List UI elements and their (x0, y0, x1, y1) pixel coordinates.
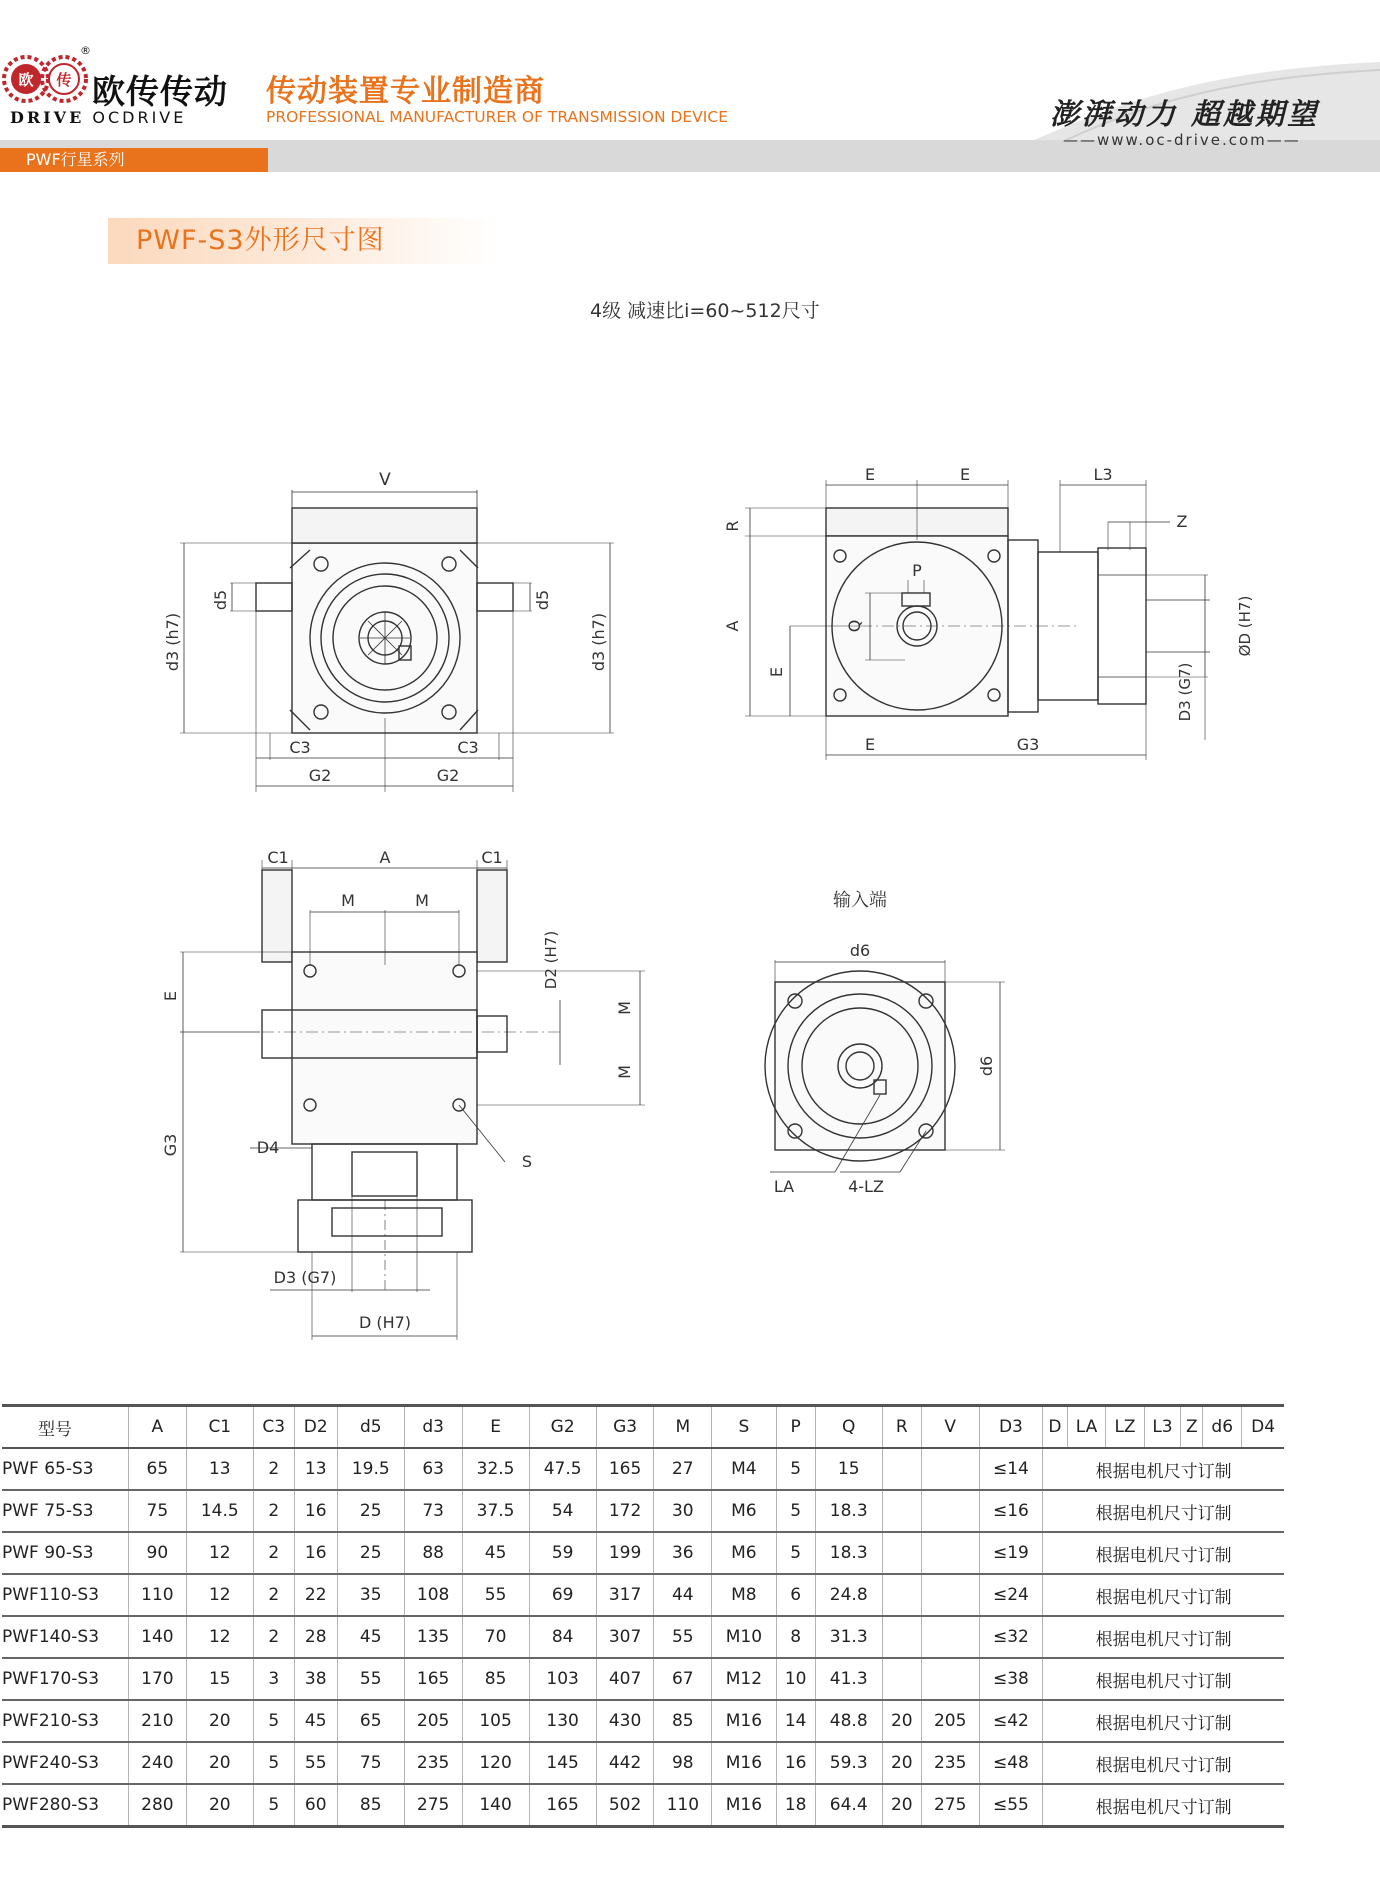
table-cell-model: PWF170-S3 (2, 1669, 100, 1689)
table-cell-r: 20 (882, 1784, 921, 1827)
front-view-drawing (163, 470, 614, 792)
col-header: L3 (1144, 1406, 1181, 1449)
table-cell-a: 110 (129, 1574, 187, 1616)
table-cell-e: 32.5 (462, 1448, 529, 1490)
section-subtitle: 4级 减速比i=60~512尺寸 (590, 300, 820, 322)
table-cell-d2: 28 (294, 1616, 337, 1658)
table-cell-c1: 20 (186, 1742, 253, 1784)
col-header: G3 (596, 1406, 654, 1449)
table-cell-v: 275 (921, 1784, 979, 1827)
brand-name-cn: 欧传传动 (92, 72, 228, 111)
table-cell-a: 140 (129, 1616, 187, 1658)
table-cell-c3: 2 (253, 1448, 294, 1490)
table-cell-g2: 130 (529, 1700, 596, 1742)
table-cell-d2: 13 (294, 1448, 337, 1490)
table-cell-p: 18 (776, 1784, 815, 1827)
table-cell-r: 20 (882, 1742, 921, 1784)
side-view-drawing (723, 465, 1254, 760)
label-d6-horizontal: d6 (849, 941, 871, 960)
table-cell-a: 240 (129, 1742, 187, 1784)
col-header: S (712, 1406, 776, 1449)
table-cell-a: 90 (129, 1532, 187, 1574)
website-url[interactable]: ——www.oc-drive.com—— (1063, 131, 1301, 149)
table-cell-g3: 407 (596, 1658, 654, 1700)
col-header: V (921, 1406, 979, 1449)
table-cell-model: PWF240-S3 (2, 1753, 100, 1773)
table-cell-p: 6 (776, 1574, 815, 1616)
table-cell-c1: 20 (186, 1700, 253, 1742)
col-header: C3 (253, 1406, 294, 1449)
table-cell-g3: 442 (596, 1742, 654, 1784)
table-cell-p: 16 (776, 1742, 815, 1784)
label-DH7-top-view: D (H7) (358, 1313, 412, 1332)
table-cell-e: 45 (462, 1532, 529, 1574)
label-G3-top-view: G3 (161, 1133, 180, 1157)
tagline-cn: 传动装置专业制造商 (266, 74, 545, 109)
table-cell-d3: ≤19 (979, 1532, 1043, 1574)
table-cell-g2: 103 (529, 1658, 596, 1700)
col-header: d3 (404, 1406, 462, 1449)
table-cell-d3: ≤16 (979, 1490, 1043, 1532)
table-cell-c3: 2 (253, 1532, 294, 1574)
tagline-en: PROFESSIONAL MANUFACTURER OF TRANSMISSION DEVICE (266, 108, 728, 126)
col-header: M (654, 1406, 712, 1449)
brand-en-drive: DRIVE (10, 108, 85, 127)
table-cell-d3: 135 (404, 1616, 462, 1658)
label-D4: D4 (256, 1138, 280, 1157)
table-cell-p: 8 (776, 1616, 815, 1658)
table-cell-p: 5 (776, 1490, 815, 1532)
table-cell-custom-note: 根据电机尺寸订制 (1043, 1448, 1284, 1490)
table-cell-custom-note: 根据电机尺寸订制 (1043, 1616, 1284, 1658)
table-cell-s: M10 (712, 1616, 776, 1658)
label-DH7-side: ØD (H7) (1236, 595, 1254, 657)
col-header: D4 (1242, 1406, 1284, 1449)
label-M-vertical-bottom: M (615, 1065, 634, 1079)
table-cell-m: 67 (654, 1658, 712, 1700)
table-cell-custom-note: 根据电机尺寸订制 (1043, 1490, 1284, 1532)
table-cell-d3: ≤55 (979, 1784, 1043, 1827)
label-G3-side: G3 (1016, 735, 1040, 754)
top-view-drawing (161, 848, 645, 1340)
logo-char-1: 欧 (18, 71, 34, 89)
table-cell-d5: 55 (337, 1658, 404, 1700)
table-cell-d5: 75 (337, 1742, 404, 1784)
table-cell-g2: 47.5 (529, 1448, 596, 1490)
label-E-top-left: E (864, 465, 876, 484)
table-cell-c1: 12 (186, 1574, 253, 1616)
table-cell-custom-note: 根据电机尺寸订制 (1043, 1700, 1284, 1742)
label-d6-vertical: d6 (977, 1055, 996, 1077)
label-M-vertical-top: M (615, 1001, 634, 1015)
table-cell-q: 59.3 (815, 1742, 882, 1784)
table-cell-e: 85 (462, 1658, 529, 1700)
table-cell-q: 41.3 (815, 1658, 882, 1700)
table-cell-p: 10 (776, 1658, 815, 1700)
table-cell-v (921, 1658, 979, 1700)
col-header: C1 (186, 1406, 253, 1449)
table-cell-d3: ≤48 (979, 1742, 1043, 1784)
table-cell-q: 48.8 (815, 1700, 882, 1742)
table-cell-c1: 14.5 (186, 1490, 253, 1532)
table-cell-m: 85 (654, 1700, 712, 1742)
table-cell-d5: 35 (337, 1574, 404, 1616)
table-cell-g2: 54 (529, 1490, 596, 1532)
col-header: d6 (1203, 1406, 1242, 1449)
col-header: Q (815, 1406, 882, 1449)
table-cell-m: 55 (654, 1616, 712, 1658)
table-cell-s: M16 (712, 1784, 776, 1827)
input-end-drawing (765, 890, 1005, 1196)
col-header: D (1043, 1406, 1067, 1449)
table-cell-s: M6 (712, 1490, 776, 1532)
table-row (2, 1532, 1284, 1574)
col-header: LA (1067, 1406, 1106, 1449)
table-cell-m: 98 (654, 1742, 712, 1784)
col-header: D2 (294, 1406, 337, 1449)
col-header: E (462, 1406, 529, 1449)
page-header (0, 0, 1380, 169)
table-cell-v (921, 1616, 979, 1658)
table-cell-c3: 5 (253, 1742, 294, 1784)
table-cell-custom-note: 根据电机尺寸订制 (1043, 1784, 1284, 1827)
table-cell-p: 5 (776, 1532, 815, 1574)
series-tab: PWF行星系列 (0, 148, 268, 172)
table-cell-v: 235 (921, 1742, 979, 1784)
table-row (2, 1574, 1284, 1616)
label-d3h7-right: d3 (h7) (589, 612, 608, 672)
label-D3G7-top-view: D3 (G7) (273, 1268, 337, 1287)
table-row (2, 1658, 1284, 1700)
table-cell-g3: 199 (596, 1532, 654, 1574)
label-input-end: 输入端 (833, 890, 887, 911)
table-cell-a: 75 (129, 1490, 187, 1532)
table-cell-e: 55 (462, 1574, 529, 1616)
label-G2-right: G2 (436, 766, 460, 785)
table-cell-r: 20 (882, 1700, 921, 1742)
col-header: P (776, 1406, 815, 1449)
label-C1-left: C1 (267, 848, 289, 867)
table-cell-g3: 502 (596, 1784, 654, 1827)
table-cell-model: PWF 90-S3 (2, 1543, 94, 1563)
label-V: V (379, 470, 391, 490)
table-cell-c1: 13 (186, 1448, 253, 1490)
table-cell-r (882, 1574, 921, 1616)
table-cell-a: 280 (129, 1784, 187, 1827)
table-cell-g3: 317 (596, 1574, 654, 1616)
table-cell-d3: 73 (404, 1490, 462, 1532)
table-cell-d2: 22 (294, 1574, 337, 1616)
table-row (2, 1700, 1284, 1742)
table-cell-model: PWF140-S3 (2, 1627, 100, 1647)
table-cell-a: 210 (129, 1700, 187, 1742)
table-cell-v (921, 1490, 979, 1532)
label-A-side: A (723, 620, 742, 632)
col-header: D3 (979, 1406, 1043, 1449)
label-D2H7: D2 (H7) (542, 930, 560, 990)
table-cell-r (882, 1490, 921, 1532)
table-row (2, 1490, 1284, 1532)
table-cell-model: PWF 65-S3 (2, 1459, 94, 1479)
label-4-LZ: 4-LZ (848, 1177, 884, 1196)
label-A-top: A (379, 848, 391, 867)
col-header: LZ (1106, 1406, 1144, 1449)
table-cell-q: 18.3 (815, 1532, 882, 1574)
table-row (2, 1784, 1284, 1827)
table-cell-r (882, 1448, 921, 1490)
table-cell-d3: ≤32 (979, 1616, 1043, 1658)
table-cell-d3: 275 (404, 1784, 462, 1827)
table-cell-g3: 165 (596, 1448, 654, 1490)
col-header: 型号 (38, 1419, 72, 1440)
section-title: PWF-S3外形尺寸图 (108, 218, 498, 264)
col-header: A (129, 1406, 187, 1449)
table-cell-d3: 108 (404, 1574, 462, 1616)
table-cell-a: 170 (129, 1658, 187, 1700)
table-cell-s: M16 (712, 1700, 776, 1742)
label-M-left: M (341, 891, 355, 910)
table-cell-v (921, 1448, 979, 1490)
table-cell-model: PWF 75-S3 (2, 1501, 94, 1521)
table-cell-s: M16 (712, 1742, 776, 1784)
table-cell-d5: 19.5 (337, 1448, 404, 1490)
label-d5-left: d5 (211, 589, 230, 611)
table-cell-d3: 63 (404, 1448, 462, 1490)
table-cell-d5: 85 (337, 1784, 404, 1827)
logo-char-2: 传 (56, 71, 72, 89)
table-cell-p: 14 (776, 1700, 815, 1742)
table-cell-d3: 165 (404, 1658, 462, 1700)
table-cell-e: 105 (462, 1700, 529, 1742)
col-header: Z (1181, 1406, 1203, 1449)
table-cell-d2: 16 (294, 1532, 337, 1574)
table-cell-r (882, 1658, 921, 1700)
table-cell-model: PWF280-S3 (2, 1795, 100, 1815)
table-cell-g3: 172 (596, 1490, 654, 1532)
table-cell-d2: 60 (294, 1784, 337, 1827)
table-cell-custom-note: 根据电机尺寸订制 (1043, 1742, 1284, 1784)
table-cell-d3: ≤38 (979, 1658, 1043, 1700)
table-cell-model: PWF210-S3 (2, 1711, 100, 1731)
col-header: R (882, 1406, 921, 1449)
table-cell-q: 64.4 (815, 1784, 882, 1827)
col-header: G2 (529, 1406, 596, 1449)
label-S: S (521, 1152, 533, 1171)
label-LA: LA (773, 1177, 795, 1196)
label-G2-left: G2 (308, 766, 332, 785)
table-cell-g3: 307 (596, 1616, 654, 1658)
table-cell-g2: 69 (529, 1574, 596, 1616)
table-cell-g2: 165 (529, 1784, 596, 1827)
table-body (2, 1448, 1284, 1827)
table-cell-m: 27 (654, 1448, 712, 1490)
label-C1-right: C1 (481, 848, 503, 867)
table-cell-c3: 2 (253, 1574, 294, 1616)
table-cell-e: 37.5 (462, 1490, 529, 1532)
label-E-bottom: E (864, 735, 876, 754)
table-cell-p: 5 (776, 1448, 815, 1490)
label-P: P (912, 561, 922, 580)
label-Q: Q (845, 619, 864, 633)
dimension-drawings (0, 440, 1380, 1360)
table-cell-d3: ≤14 (979, 1448, 1043, 1490)
label-E-top-right: E (959, 465, 971, 484)
table-cell-d5: 45 (337, 1616, 404, 1658)
table-cell-d5: 25 (337, 1490, 404, 1532)
company-logo-icon (2, 52, 94, 108)
table-cell-e: 140 (462, 1784, 529, 1827)
table-cell-custom-note: 根据电机尺寸订制 (1043, 1574, 1284, 1616)
table-cell-c1: 12 (186, 1532, 253, 1574)
table-cell-d3: 235 (404, 1742, 462, 1784)
table-cell-c3: 3 (253, 1658, 294, 1700)
table-cell-r (882, 1532, 921, 1574)
table-cell-v: 205 (921, 1700, 979, 1742)
table-cell-s: M12 (712, 1658, 776, 1700)
table-cell-g2: 59 (529, 1532, 596, 1574)
table-row (2, 1616, 1284, 1658)
label-C3-right: C3 (457, 738, 479, 757)
table-cell-e: 70 (462, 1616, 529, 1658)
table-cell-m: 30 (654, 1490, 712, 1532)
table-cell-d3: 205 (404, 1700, 462, 1742)
registered-mark: ® (80, 44, 91, 57)
table-cell-model: PWF110-S3 (2, 1585, 100, 1605)
label-d3h7-left: d3 (h7) (163, 612, 182, 672)
table-cell-c3: 5 (253, 1784, 294, 1827)
table-cell-v (921, 1532, 979, 1574)
table-cell-c3: 2 (253, 1616, 294, 1658)
brand-en-ocdrive: OCDRIVE (92, 108, 187, 127)
table-cell-m: 110 (654, 1784, 712, 1827)
label-R: R (723, 520, 742, 532)
table-cell-c3: 2 (253, 1490, 294, 1532)
table-cell-d3: ≤42 (979, 1700, 1043, 1742)
table-cell-m: 44 (654, 1574, 712, 1616)
table-cell-a: 65 (129, 1448, 187, 1490)
table-cell-g2: 145 (529, 1742, 596, 1784)
table-cell-d3: ≤24 (979, 1574, 1043, 1616)
table-cell-c3: 5 (253, 1700, 294, 1742)
brand-name-en (10, 108, 186, 127)
table-cell-d5: 65 (337, 1700, 404, 1742)
table-cell-d2: 38 (294, 1658, 337, 1700)
label-C3-left: C3 (289, 738, 311, 757)
label-E-top-view: E (161, 990, 180, 1002)
table-row (2, 1448, 1284, 1490)
table-cell-q: 31.3 (815, 1616, 882, 1658)
label-d5-right: d5 (533, 589, 552, 611)
table-cell-v (921, 1574, 979, 1616)
table-cell-e: 120 (462, 1742, 529, 1784)
table-cell-s: M8 (712, 1574, 776, 1616)
label-M-right: M (415, 891, 429, 910)
table-cell-custom-note: 根据电机尺寸订制 (1043, 1532, 1284, 1574)
table-cell-d2: 45 (294, 1700, 337, 1742)
table-cell-c1: 15 (186, 1658, 253, 1700)
table-cell-d5: 25 (337, 1532, 404, 1574)
table-cell-d2: 16 (294, 1490, 337, 1532)
label-D3G7-side: D3 (G7) (1176, 662, 1194, 722)
table-cell-g2: 84 (529, 1616, 596, 1658)
table-cell-s: M6 (712, 1532, 776, 1574)
table-cell-s: M4 (712, 1448, 776, 1490)
table-cell-q: 18.3 (815, 1490, 882, 1532)
table-header-row (2, 1406, 1284, 1449)
table-cell-custom-note: 根据电机尺寸订制 (1043, 1658, 1284, 1700)
table-cell-c1: 12 (186, 1616, 253, 1658)
label-L3: L3 (1093, 465, 1113, 484)
table-cell-m: 36 (654, 1532, 712, 1574)
table-cell-q: 15 (815, 1448, 882, 1490)
table-cell-q: 24.8 (815, 1574, 882, 1616)
table-cell-d2: 55 (294, 1742, 337, 1784)
table-row (2, 1742, 1284, 1784)
col-header: d5 (337, 1406, 404, 1449)
table-cell-r (882, 1616, 921, 1658)
label-Z: Z (1176, 512, 1188, 531)
table-cell-g3: 430 (596, 1700, 654, 1742)
slogan: 澎湃动力 超越期望 (1050, 97, 1320, 131)
label-E-side: E (767, 666, 786, 678)
dimension-table (2, 1404, 1284, 1828)
table-cell-c1: 20 (186, 1784, 253, 1827)
table-cell-d3: 88 (404, 1532, 462, 1574)
